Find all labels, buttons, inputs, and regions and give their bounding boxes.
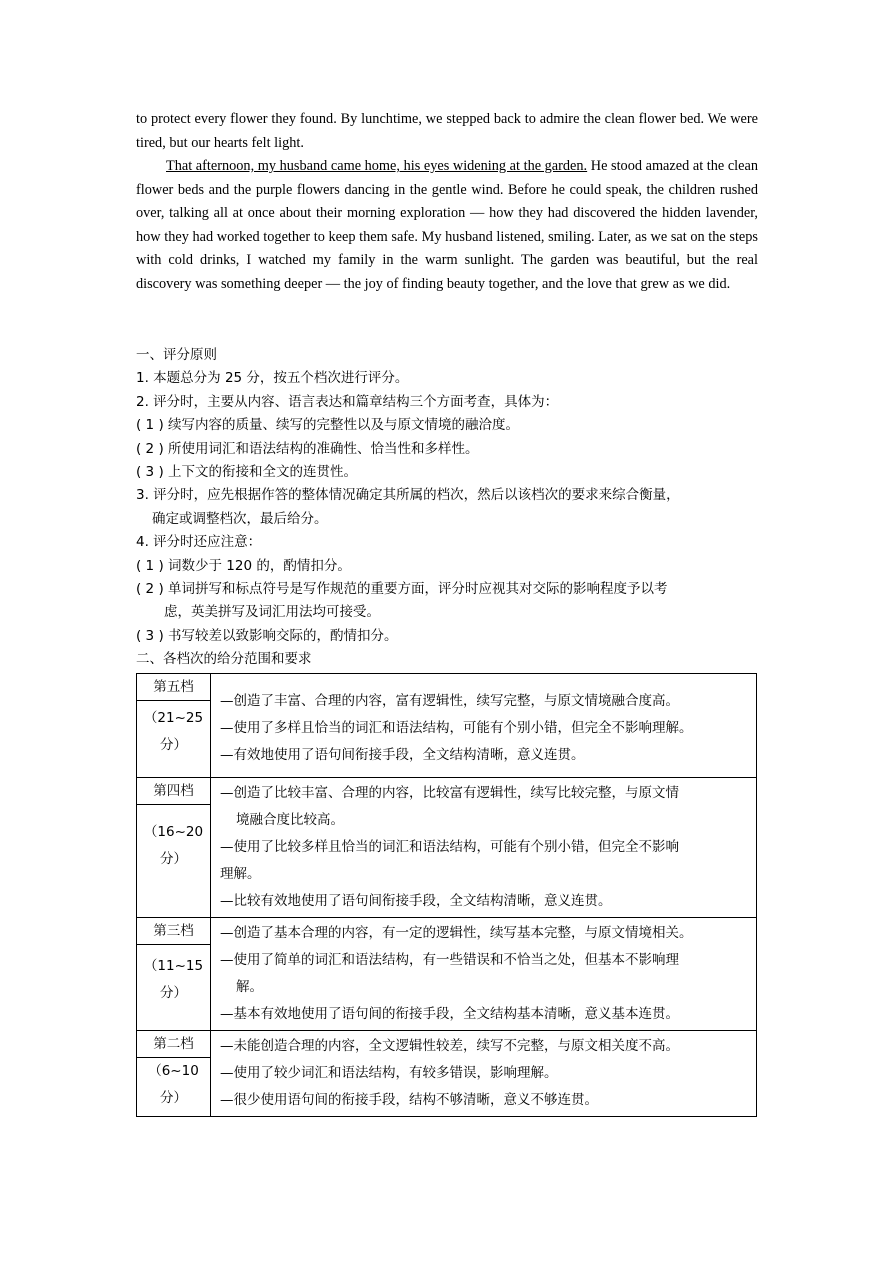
level-name: 第三档: [137, 918, 210, 945]
scoring-rubric: [136, 344, 758, 1117]
section-1-title: 一、评分原则: [136, 347, 217, 363]
principle-1: 1. 本题总分为 25 分，按五个档次进行评分。: [136, 370, 409, 387]
section-2-title: 二、各档次的给分范围和要求: [136, 651, 312, 668]
level-description: [211, 1030, 757, 1116]
criterion-line: —创造了比较丰富、合理的内容，比较富有逻辑性，续写比较完整，与原文情: [220, 784, 679, 801]
story-paragraph-1: to protect every flower they found. By lunchtime, we stepped back to admire the clean flower bed. We were tired, but our hearts felt light.: [136, 111, 758, 151]
level-range: [137, 701, 210, 759]
principle-3-continued: 确定或调整档次，最后给分。: [152, 510, 328, 527]
level-cell: [137, 917, 211, 1030]
criterion-line-continued: 境融合度比较高。: [236, 811, 344, 828]
level-cell: [137, 777, 211, 917]
level-cell: [137, 1030, 211, 1116]
criterion-language: —使用了较少词汇和语法结构，有较多错误，影响理解。: [220, 1064, 558, 1081]
criterion-content: [220, 780, 752, 834]
criterion-content: —未能创造合理的内容，全文逻辑性较差，续写不完整，与原文相关度不高。: [220, 1037, 679, 1054]
level-range-line-2: 分）: [160, 736, 187, 753]
level-description: [211, 917, 757, 1030]
criterion-coherence: —比较有效地使用了语句间衔接手段，全文结构清晰，意义连贯。: [220, 892, 612, 909]
criterion-line-continued: 解。: [236, 978, 263, 995]
grade-levels-table: [136, 673, 757, 1117]
criterion-line: —使用了比较多样且恰当的词汇和语法结构，可能有个别小错，但完全不影响: [220, 838, 679, 855]
principle-2-3: ( 3 ) 上下文的衔接和全文的连贯性。: [136, 464, 357, 481]
level-range: [137, 1058, 210, 1112]
principle-2-1: ( 1 ) 续写内容的质量、续写的完整性以及与原文情境的融洽度。: [136, 417, 519, 434]
criterion-line: —使用了简单的词汇和语法结构，有一些错误和不恰当之处，但基本不影响理: [220, 951, 679, 968]
principle-4-2-continued: 虑，英美拼写及词汇用法均可接受。: [164, 604, 380, 621]
principle-4-2: ( 2 ) 单词拼写和标点符号是写作规范的重要方面，评分时应视其对交际的影响程度予以考: [136, 581, 668, 598]
level-range-line-2: 分）: [160, 984, 187, 1001]
level-range-line-1: （6~10: [148, 1062, 199, 1079]
criterion-coherence: —基本有效地使用了语句间的衔接手段，全文结构基本清晰，意义基本连贯。: [220, 1005, 679, 1022]
principle-4-1: ( 1 ) 词数少于 120 的，酌情扣分。: [136, 557, 351, 574]
principle-2: 2. 评分时，主要从内容、语言表达和篇章结构三个方面考查，具体为：: [136, 393, 559, 410]
document-page: [136, 108, 758, 1117]
table-row: [137, 777, 757, 917]
principle-3: 3. 评分时，应先根据作答的整体情况确定其所属的档次，然后以该档次的要求来综合衡量，: [136, 487, 680, 504]
table-row: [137, 917, 757, 1030]
level-name: 第二档: [137, 1031, 210, 1058]
level-range: [137, 805, 210, 873]
level-range: [137, 945, 210, 1007]
principle-4-3: ( 3 ) 书写较差以致影响交际的，酌情扣分。: [136, 627, 398, 644]
criterion-language: [220, 834, 752, 888]
principle-2-2: ( 2 ) 所使用词汇和语法结构的准确性、恰当性和多样性。: [136, 440, 479, 457]
criterion-coherence: —有效地使用了语句间衔接手段，全文结构清晰，意义连贯。: [220, 746, 585, 763]
level-range-line-1: （21~25: [143, 709, 204, 726]
criterion-content: —创造了丰富、合理的内容，富有逻辑性，续写完整，与原文情境融合度高。: [220, 692, 679, 709]
level-name: 第五档: [137, 674, 210, 701]
level-range-line-2: 分）: [160, 850, 187, 867]
criterion-coherence: —很少使用语句间的衔接手段，结构不够清晰，意义不够连贯。: [220, 1091, 598, 1108]
level-cell: [137, 673, 211, 777]
level-range-line-1: （11~15: [143, 957, 204, 974]
criterion-language: [220, 947, 752, 1001]
underlined-sentence: That afternoon, my husband came home, his eyes widening at the garden.: [166, 158, 588, 174]
criterion-line-continued: 理解。: [220, 865, 261, 882]
table-row: [137, 1030, 757, 1116]
principle-4: 4. 评分时还应注意：: [136, 534, 262, 551]
criterion-language: —使用了多样且恰当的词汇和语法结构，可能有个别小错，但完全不影响理解。: [220, 719, 693, 736]
level-name: 第四档: [137, 778, 210, 805]
level-range-line-1: （16~20: [143, 823, 204, 840]
level-range-line-2: 分）: [160, 1089, 187, 1106]
criterion-content: —创造了基本合理的内容，有一定的逻辑性，续写基本完整，与原文情境相关。: [220, 924, 693, 941]
story-paragraph-2-body: He stood amazed at the clean flower beds and the purple flowers dancing in the gentle wind. Before he could speak, the children rushed over, talking all at once about their morning exploration — how they had discovered the hidden lavender, how they had worked together to keep them safe. My husband listened, smiling. Later, as we sat on the steps with cold drinks, I watched my family in the warm sunlight. The garden was beautiful, but the real discovery was something deeper — the joy of finding beauty together, and the love that grew as we did.: [136, 158, 758, 292]
level-description: [211, 673, 757, 777]
story-paragraph-2: [136, 155, 758, 296]
table-row: [137, 673, 757, 777]
level-description: [211, 777, 757, 917]
story-continuation: [136, 108, 758, 296]
